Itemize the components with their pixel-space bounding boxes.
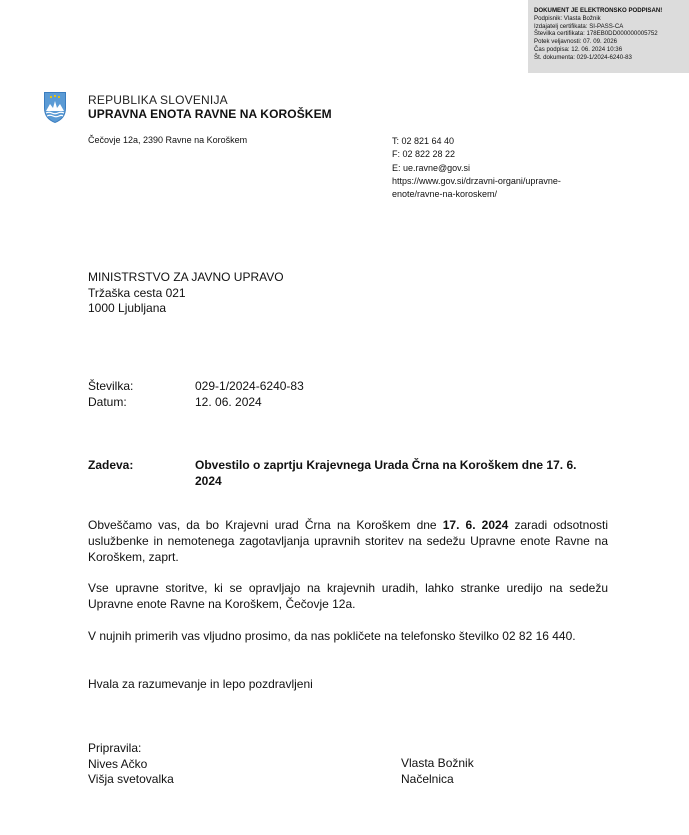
slovenian-coat-of-arms-icon: [42, 90, 68, 124]
header-line-1: REPUBLIKA SLOVENIJA: [88, 93, 228, 107]
signature-time: Čas podpisa: 12. 06. 2024 10:36: [534, 45, 623, 53]
recipient-block: [88, 270, 284, 317]
signature-title: DOKUMENT JE ELEKTRONSKO PODPISAN!: [534, 7, 663, 14]
signature-signer: Podpisnik: Vlasta Božnik: [534, 14, 601, 22]
subject-text: Obvestilo o zaprtju Krajevnega Urada Črna na Koroškem dne 17. 6. 2024: [195, 458, 577, 488]
number-label: Številka:: [88, 379, 134, 393]
p1-text-b: zaradi odsotnosti uslužbenke in nemotenega zagotavljanja upravnih storitev na sedežu Upravne enote Ravne na Koroškem, zaprt.: [88, 518, 608, 564]
subject-label: Zadeva:: [88, 458, 134, 472]
recipient-name: MINISTRSTVO ZA JAVNO UPRAVO: [88, 270, 284, 284]
signer-title: Načelnica: [401, 771, 454, 786]
closing-greeting: Hvala za razumevanje in lepo pozdravljeni: [88, 677, 313, 691]
signature-doc-number: Št. dokumenta: 029-1/2024-6240-83: [534, 53, 632, 61]
prepared-title: Višja svetovalka: [88, 772, 174, 786]
p1-text-a: Obveščamo vas, da bo Krajevni urad Črna na Koroškem dne: [88, 518, 443, 532]
signature-cert-number: Številka certifikata: 178EB0DD000000005752: [534, 30, 658, 38]
contact-fax: F: 02 822 28 22: [392, 149, 456, 160]
prepared-name: Nives Ačko: [88, 756, 148, 771]
date-value: 12. 06. 2024: [195, 395, 262, 409]
body-paragraph-3: V nujnih primerih vas vljudno prosimo, da nas pokličete na telefonsko številko 02 82 16 440.: [88, 629, 576, 643]
date-label: Datum:: [88, 395, 127, 409]
sender-address: Čečovje 12a, 2390 Ravne na Koroškem: [88, 135, 248, 145]
electronic-signature-box: [528, 0, 689, 73]
signer-block: [401, 756, 474, 787]
body-paragraph-2: Vse upravne storitve, ki se opravljajo na krajevnih uradih, lahko stranke uredijo na sedežu Upravne enote Ravne na Koroškem, Čečovje 12a.: [88, 581, 608, 611]
contact-info: [392, 135, 561, 201]
p1-closure-date: 17. 6. 2024: [442, 518, 509, 532]
organization-header: [88, 93, 332, 121]
contact-web-line-1: https://www.gov.si/drzavni-organi/upravne-: [392, 175, 561, 186]
recipient-street: Tržaška cesta 021: [88, 285, 186, 300]
signature-issuer: Izdajatelj certifikata: SI-PASS-CA: [534, 22, 624, 30]
recipient-city: 1000 Ljubljana: [88, 301, 167, 315]
prepared-label: Pripravila:: [88, 741, 142, 755]
contact-phone: T: 02 821 64 40: [392, 136, 455, 146]
signer-name: Vlasta Božnik: [401, 756, 474, 770]
prepared-by-block: [88, 741, 174, 788]
contact-email: E: ue.ravne@gov.si: [392, 162, 471, 173]
number-value: 029-1/2024-6240-83: [195, 379, 304, 393]
contact-web-line-2: enote/ravne-na-koroskem/: [392, 189, 498, 200]
body-paragraph-1: [88, 517, 608, 565]
header-line-2: UPRAVNA ENOTA RAVNE NA KOROŠKEM: [88, 107, 332, 121]
signature-validity: Potek veljavnosti: 07. 09. 2026: [534, 38, 617, 46]
